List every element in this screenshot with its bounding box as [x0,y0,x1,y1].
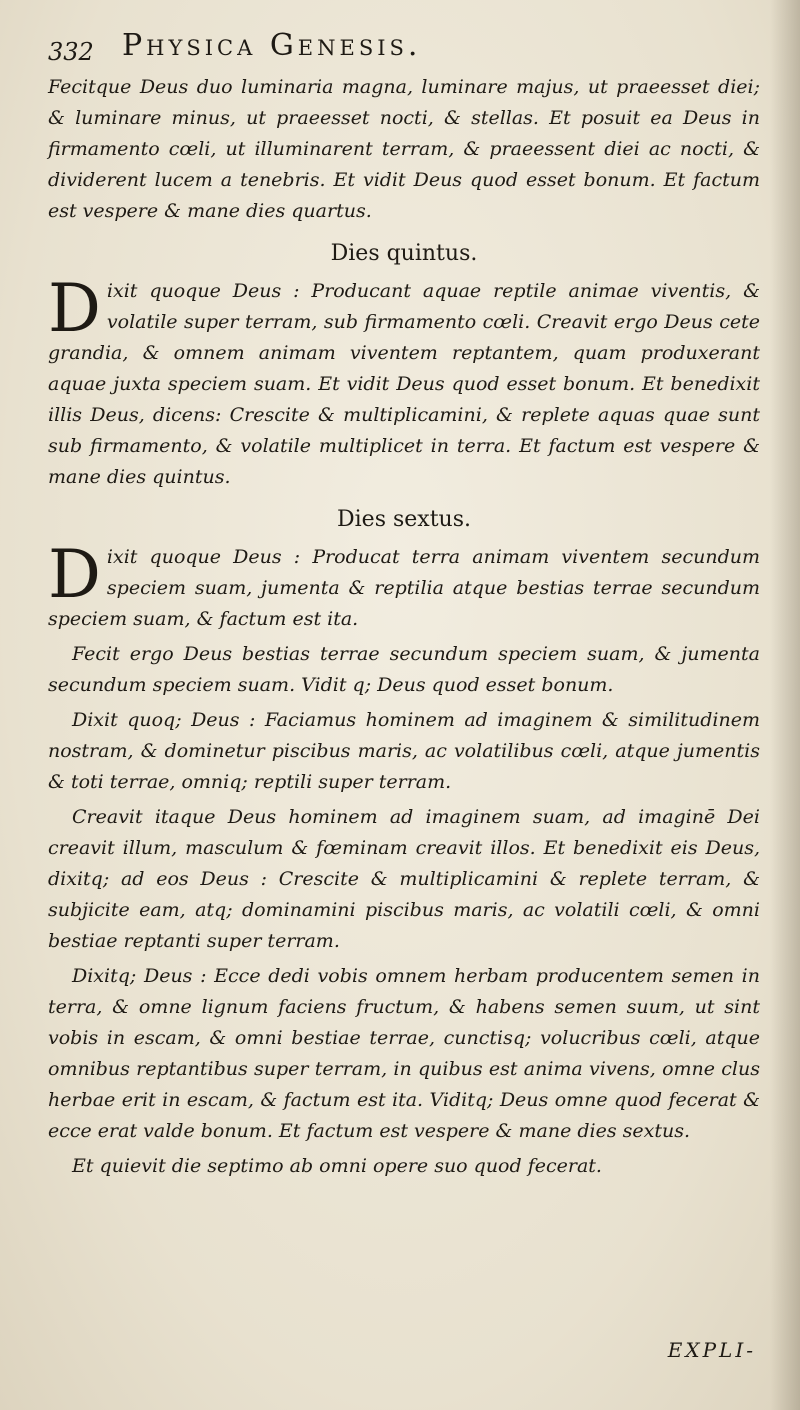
catchword: EXPLI- [667,1338,756,1362]
paragraph-day-five: Dixit quoque Deus : Producant aquae reptile animae viventis, & volatile super terram, sub firmamento cœli. Creavit ergo Deus cete grandia, & omnem animam viventem reptantem, quam produxerant aquae juxta speciem suam. Et vidit Deus quod esset bonum. Et benedixit illis Deus, dicens: Crescite & multiplicamini, & replete aquas quae sunt sub firmamento, & volatile multiplicet in terra. Et factum est vespere & mane dies quintus. [48,270,760,488]
paragraph-day-four-end: Fecitque Deus duo luminaria magna, luminare majus, ut praeesset diei; & luminare minus, ut praeesset nocti, & stellas. Et posuit ea Deus in firmamento cœli, ut illuminarent terram, & praeessent diei ac nocti, & dividerent lucem a tenebris. Et vidit Deus quod esset bonum. Et factum est vespere & mane dies quartus. [48,76,760,222]
page-header [48,28,748,68]
paragraph-bestias: Fecit ergo Deus bestias terrae secundum speciem suam, & jumenta secundum speciem suam. Vidit q; Deus quod esset bonum. [48,643,760,696]
text-body [48,72,760,1186]
running-head: Physica Genesis. [122,28,422,63]
page-number: 332 [48,38,94,66]
paragraph-ecce-dedi: Dixitq; Deus : Ecce dedi vobis omnem herbam producentem semen in terra, & omne lignum faciens fructum, & habens semen suum, ut sint vobis in escam, & omni bestiae terrae, cunctisq; volucribus cœli, atque omnibus reptantibus super terram, in quibus est anima vivens, omne clus herbae erit in escam, & factum est ita. Viditq; Deus omne quod fecerat & ecce erat valde bonum. Et factum est vespere & mane dies sextus. [48,965,760,1142]
paragraph-faciamus-hominem: Dixit quoq; Deus : Faciamus hominem ad imaginem & similitudinem nostram, & dominetur piscibus maris, ac volatilibus cœli, atque jumentis & toti terrae, omniq; reptili super terram. [48,709,760,793]
paragraph-day-six-intro: Dixit quoque Deus : Producat terra animam viventem secundum speciem suam, jumenta & reptilia atque bestias terrae secundum speciem suam, & factum est ita. [48,536,760,630]
page-edge-shadow [770,0,800,1410]
heading-dies-quintus: Dies quintus. [330,241,478,266]
paragraph-quievit: Et quievit die septimo ab omni opere suo quod fecerat. [72,1155,602,1177]
heading-dies-sextus: Dies sextus. [337,507,471,532]
paragraph-creavit-hominem: Creavit itaque Deus hominem ad imaginem suam, ad imaginē Dei creavit illum, masculum & fœminam creavit illos. Et benedixit eis Deus, dixitq; ad eos Deus : Crescite & multiplicamini & replete terram, & subjicite eam, atq; dominamini piscibus maris, ac volatili cœli, & omni bestiae reptanti super terram. [48,806,760,952]
